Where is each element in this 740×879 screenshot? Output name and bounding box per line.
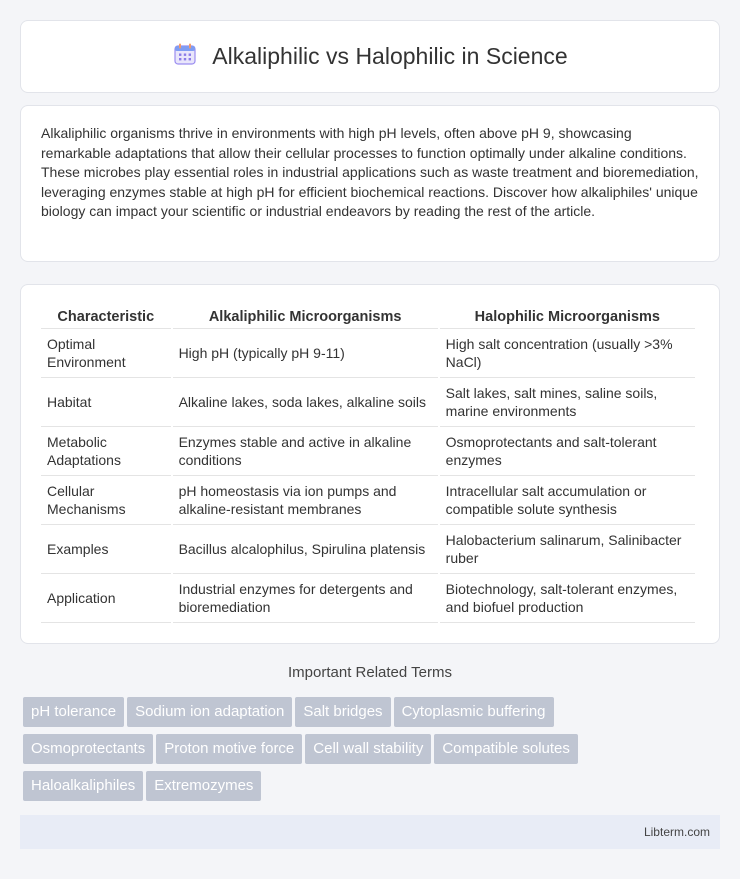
tag-compatible-solutes[interactable]: Compatible solutes <box>434 734 578 764</box>
related-terms-list <box>23 697 723 808</box>
tag-haloalkaliphiles[interactable]: Haloalkaliphiles <box>23 771 143 801</box>
tag-ph-tolerance[interactable]: pH tolerance <box>23 697 124 727</box>
table-row <box>41 427 695 476</box>
title-wrap <box>172 41 567 72</box>
table-row <box>41 476 695 525</box>
table-row <box>41 525 695 574</box>
tag-cytoplasmic-buffering[interactable]: Cytoplasmic buffering <box>394 697 554 727</box>
table-cell: Cellular Mechanisms <box>41 476 171 525</box>
table-cell: Habitat <box>41 378 171 427</box>
tag-osmoprotectants[interactable]: Osmoprotectants <box>23 734 153 764</box>
table-cell: Metabolic Adaptations <box>41 427 171 476</box>
table-cell: Bacillus alcalophilus, Spirulina platensis <box>173 525 438 574</box>
intro-text: Alkaliphilic organisms thrive in environments with high pH levels, often above pH 9, showcasing remarkable adaptations that allow their cellular processes to function optimally under alkaline conditions. These microbes play essential roles in industrial applications such as waste treatment and bioremediation, leveraging enzymes stable at high pH for efficient biochemical reactions. Discover how alkaliphiles' unique biology can impact your scientific or industrial endeavors by reading the rest of the article. <box>41 125 699 220</box>
table-row <box>41 574 695 623</box>
comparison-card <box>20 284 720 644</box>
footer-site-link[interactable]: Libterm.com <box>643 825 710 839</box>
tag-cell-wall-stability[interactable]: Cell wall stability <box>305 734 431 764</box>
table-header-row <box>41 305 695 329</box>
table-cell: Biotechnology, salt-tolerant enzymes, and biofuel production <box>440 574 695 623</box>
table-row <box>41 378 695 427</box>
table-cell: Optimal Environment <box>41 329 171 378</box>
calendar-icon <box>172 41 198 72</box>
intro-card <box>20 105 720 262</box>
table-cell: Intracellular salt accumulation or compatible solute synthesis <box>440 476 695 525</box>
table-cell: High pH (typically pH 9-11) <box>173 329 438 378</box>
tag-salt-bridges[interactable]: Salt bridges <box>295 697 390 727</box>
table-cell: Application <box>41 574 171 623</box>
table-cell: Salt lakes, salt mines, saline soils, marine environments <box>440 378 695 427</box>
page-title: Alkaliphilic vs Halophilic in Science <box>212 43 568 69</box>
related-terms-title: Important Related Terms <box>288 664 452 681</box>
column-header: Characteristic <box>41 305 171 329</box>
tag-extremozymes[interactable]: Extremozymes <box>146 771 261 801</box>
table-cell: Halobacterium salinarum, Salinibacter ruber <box>440 525 695 574</box>
tag-proton-motive-force[interactable]: Proton motive force <box>156 734 302 764</box>
footer <box>20 815 720 849</box>
table-cell: pH homeostasis via ion pumps and alkaline-resistant membranes <box>173 476 438 525</box>
table-cell: Industrial enzymes for detergents and bioremediation <box>173 574 438 623</box>
table-row <box>41 329 695 378</box>
column-header: Halophilic Microorganisms <box>440 305 695 329</box>
title-card <box>20 20 720 93</box>
tag-sodium-ion-adaptation[interactable]: Sodium ion adaptation <box>127 697 292 727</box>
comparison-table <box>39 305 697 623</box>
table-cell: Enzymes stable and active in alkaline conditions <box>173 427 438 476</box>
table-cell: Examples <box>41 525 171 574</box>
table-cell: Osmoprotectants and salt-tolerant enzymes <box>440 427 695 476</box>
column-header: Alkaliphilic Microorganisms <box>173 305 438 329</box>
table-cell: High salt concentration (usually >3% NaCl) <box>440 329 695 378</box>
table-cell: Alkaline lakes, soda lakes, alkaline soils <box>173 378 438 427</box>
